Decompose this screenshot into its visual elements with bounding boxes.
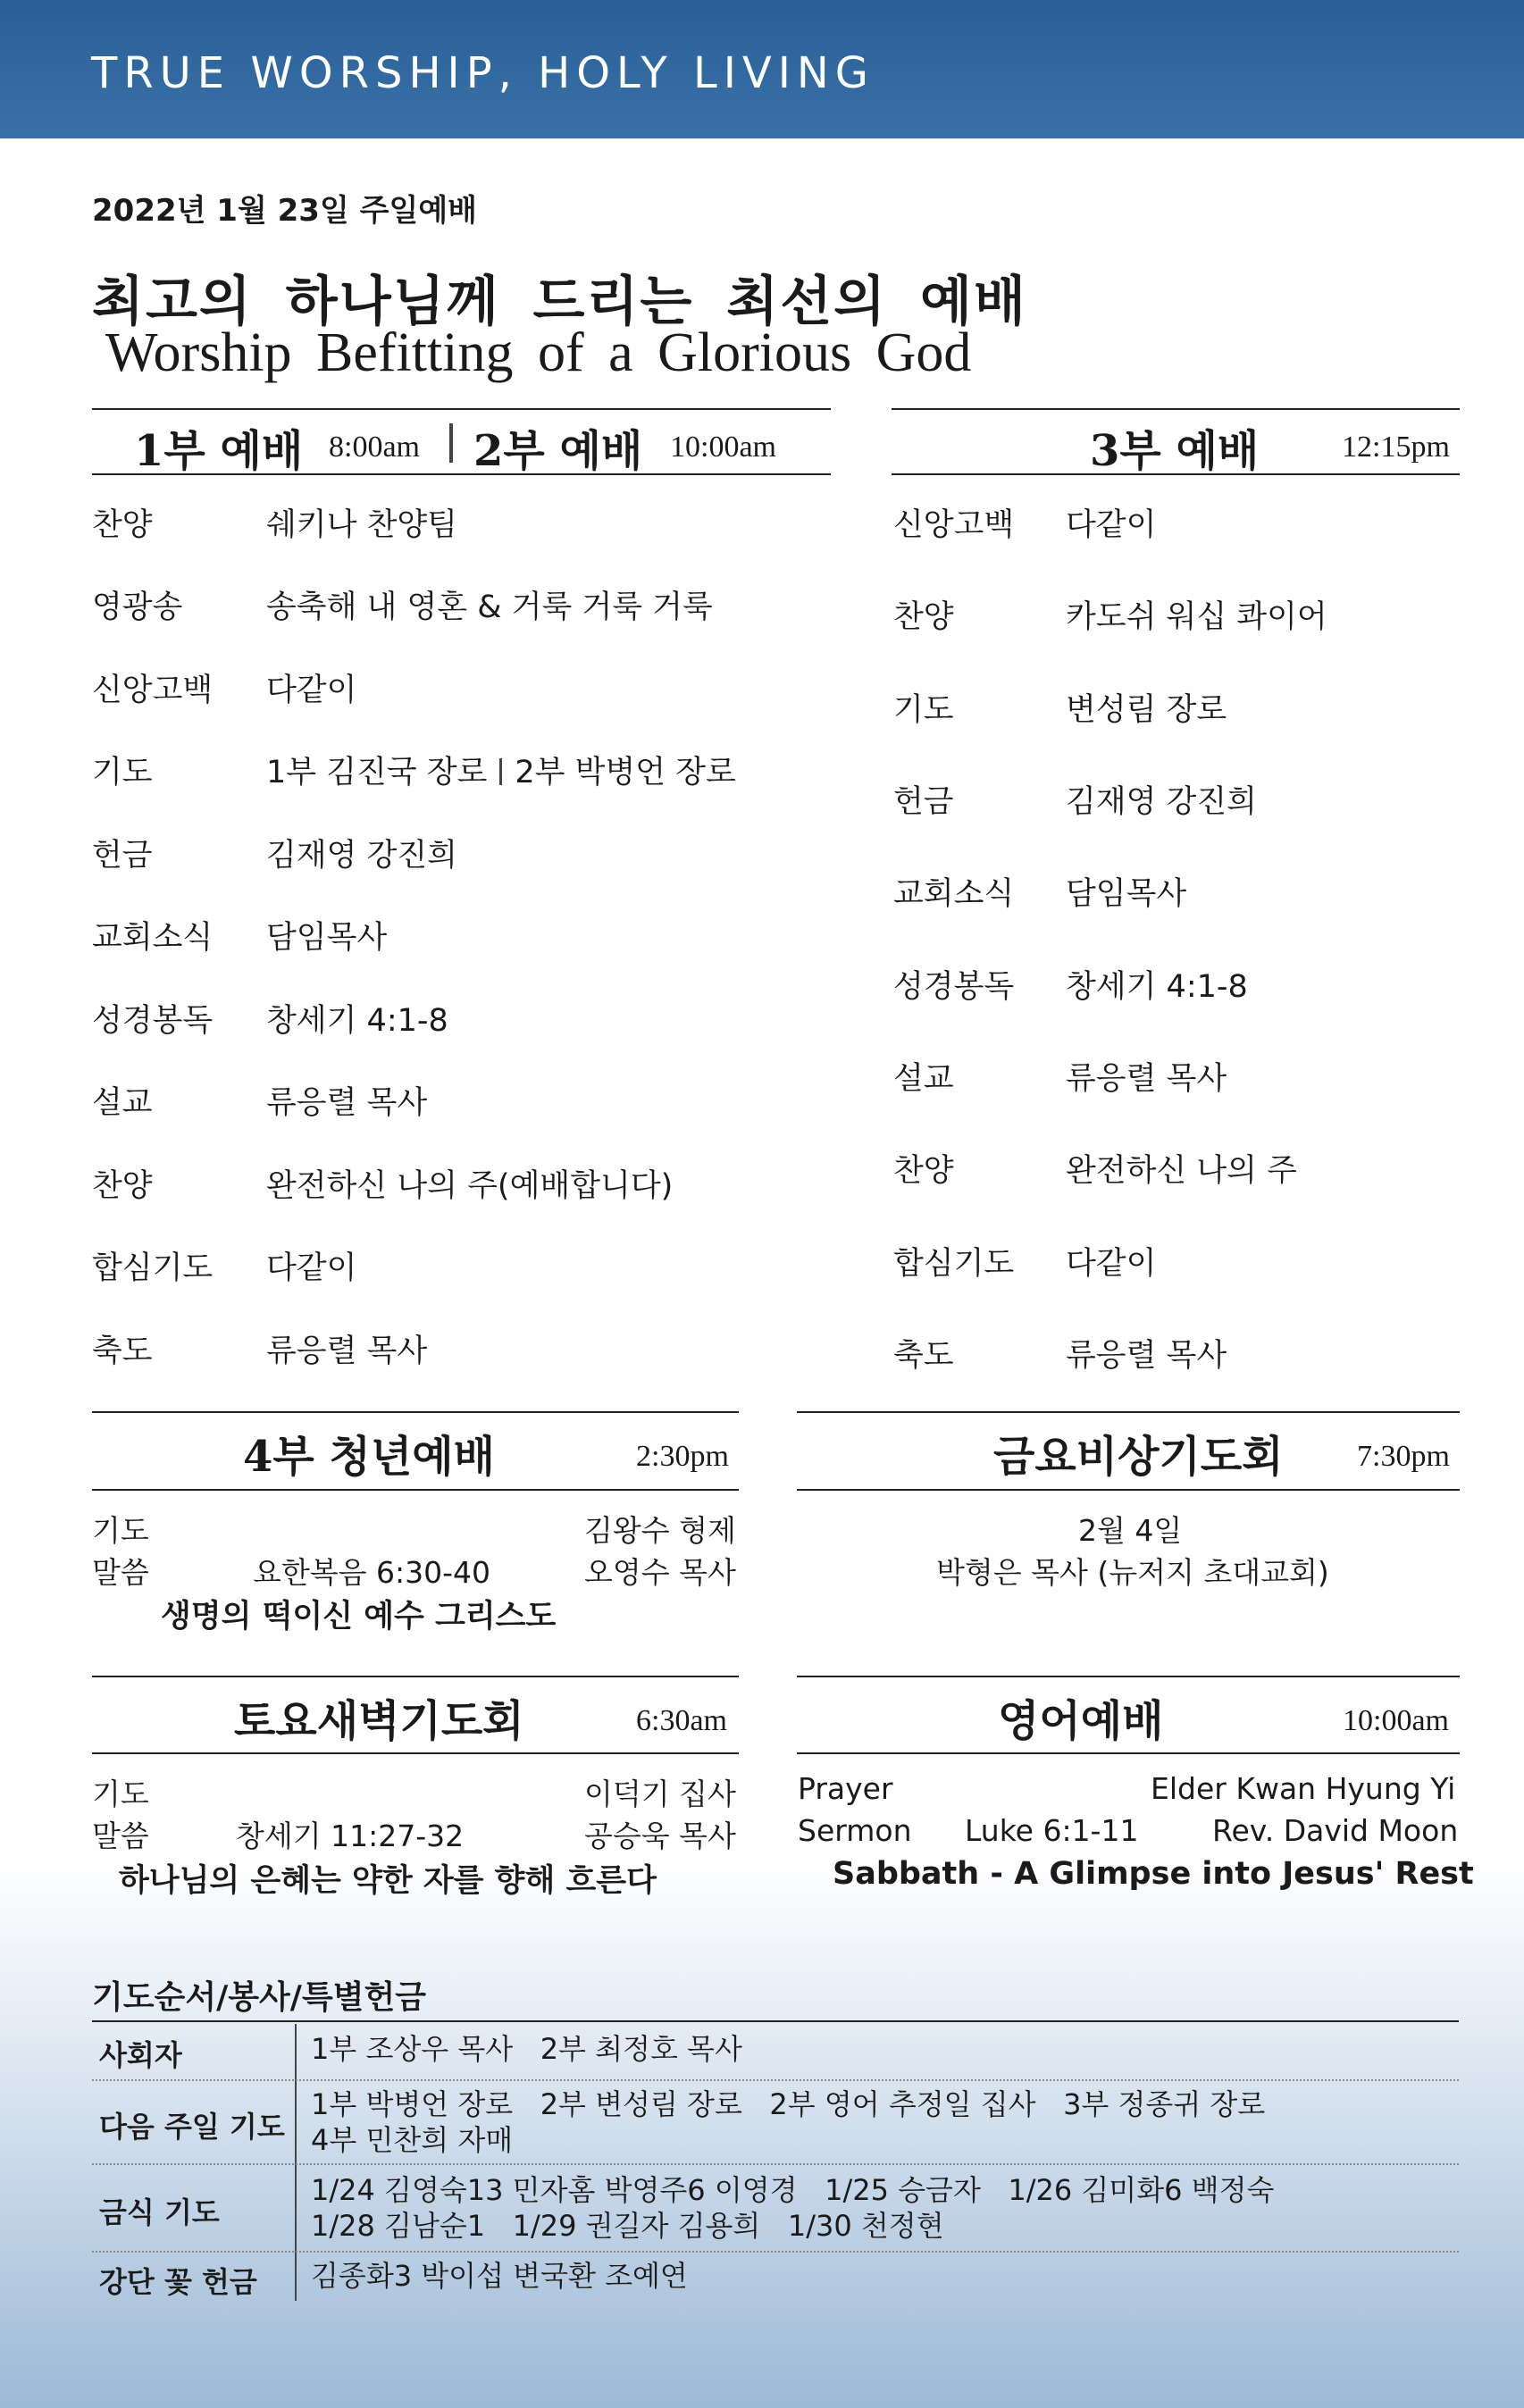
order-value: 류응렬 목사 xyxy=(266,1334,428,1369)
order-label: 찬양 xyxy=(893,599,954,635)
friday-speaker: 박형은 목사 (뉴저지 초대교회) xyxy=(936,1555,1329,1590)
order-label: 합심기도 xyxy=(92,1250,214,1286)
order-section-title: 기도순서/봉사/특별헌금 xyxy=(92,1979,427,2016)
saturday-prayer-heading: 토요새벽기도회 xyxy=(234,1696,524,1746)
row-line: 1부 조상우 목사 2부 최정호 목사 xyxy=(311,2032,742,2066)
order-value: 창세기 4:1-8 xyxy=(266,1003,448,1039)
youth-service-heading: 4부 청년예배 xyxy=(243,1432,495,1482)
prayer-service2: 2부 박병언 장로 xyxy=(515,755,736,790)
table-row xyxy=(92,2081,1459,2165)
order-label: 설교 xyxy=(893,1061,954,1097)
order-value: 다같이 xyxy=(266,673,357,708)
english-service-heading: 영어예배 xyxy=(998,1696,1164,1746)
sermon-title: 하나님의 은혜는 약한 자를 향해 흐른다 xyxy=(119,1863,657,1899)
table-row xyxy=(92,2165,1459,2253)
friday-prayer-heading: 금요비상기도회 xyxy=(993,1432,1284,1482)
order-value: 류응렬 목사 xyxy=(266,1085,428,1121)
order-label: 영광송 xyxy=(92,589,183,625)
row-line: 1부 박병언 장로 2부 변성림 장로 2부 영어 추정일 집사 3부 정종귀 장로 xyxy=(311,2087,1266,2121)
scripture: 창세기 11:27-32 xyxy=(236,1819,465,1853)
preacher: 공승욱 목사 xyxy=(584,1819,736,1853)
service2-heading: 2부 예배 xyxy=(473,426,643,476)
divider xyxy=(92,1489,739,1491)
divider xyxy=(92,1676,739,1677)
divider xyxy=(797,1489,1460,1491)
sermon-title: 생명의 떡이신 예수 그리스도 xyxy=(161,1599,557,1635)
row-line: 1/28 김남순1 1/29 권길자 김용희 1/30 천정현 xyxy=(311,2209,944,2243)
row-value xyxy=(311,2031,742,2067)
order-value: 김재영 강진희 xyxy=(266,838,457,874)
header-banner xyxy=(0,0,1524,138)
service1-time: 8:00am xyxy=(329,431,420,464)
prayer-service1: 1부 김진국 장로 xyxy=(266,755,488,790)
order-value: 변성림 장로 xyxy=(1066,692,1227,728)
order-label: 신앙고백 xyxy=(893,507,1015,543)
divider xyxy=(92,408,831,410)
order-label: 축도 xyxy=(893,1338,954,1374)
order-label: 성경봉독 xyxy=(893,969,1015,1005)
order-label: 찬양 xyxy=(92,507,153,543)
divider xyxy=(797,1411,1460,1413)
sermon-label: 말씀 xyxy=(92,1555,149,1590)
english-service-time: 10:00am xyxy=(1343,1704,1449,1737)
divider xyxy=(797,1752,1460,1754)
divider xyxy=(797,1676,1460,1677)
row-label: 강단 꽃 헌금 xyxy=(99,2265,257,2299)
order-value-prayer xyxy=(266,748,736,792)
service3-heading: 3부 예배 xyxy=(1090,426,1260,476)
order-label: 헌금 xyxy=(92,838,153,874)
prayer-name: 이덕기 집사 xyxy=(584,1777,736,1811)
order-value: 다같이 xyxy=(1066,507,1157,543)
order-label: 성경봉독 xyxy=(92,1003,214,1039)
order-label: 교회소식 xyxy=(893,876,1015,912)
divider xyxy=(892,408,1460,410)
order-label: 신앙고백 xyxy=(92,673,214,708)
friday-date: 2월 4일 xyxy=(1078,1513,1183,1548)
service3-time: 12:15pm xyxy=(1342,431,1450,464)
order-label: 헌금 xyxy=(893,784,954,820)
saturday-prayer-time: 6:30am xyxy=(636,1704,727,1737)
order-value: 카도쉬 워십 콰이어 xyxy=(1066,599,1327,635)
order-value: 류응렬 목사 xyxy=(1066,1338,1227,1374)
sermon-theme-korean: 최고의 하나님께 드리는 최선의 예배 xyxy=(92,271,1027,333)
prayer-name: 김왕수 형제 xyxy=(584,1513,736,1548)
youth-service-time: 2:30pm xyxy=(636,1440,729,1473)
row-line: 김종화3 박이섭 변국환 조예연 xyxy=(311,2259,688,2293)
row-value xyxy=(311,2086,1265,2158)
order-label: 기도 xyxy=(92,755,153,790)
sermon-label: 말씀 xyxy=(92,1819,149,1853)
sermon-title: Sabbath - A Glimpse into Jesus' Rest xyxy=(833,1856,1474,1892)
order-value: 완전하신 나의 주(예배합니다) xyxy=(266,1168,674,1204)
row-label: 다음 주일 기도 xyxy=(99,2110,285,2144)
order-label: 찬양 xyxy=(92,1168,153,1204)
order-value: 다같이 xyxy=(266,1250,357,1286)
order-label: 기도 xyxy=(893,692,954,728)
row-value xyxy=(311,2258,688,2294)
prayer-name: Elder Kwan Hyung Yi xyxy=(1151,1771,1456,1806)
order-value: 담임목사 xyxy=(1066,876,1187,912)
service-date: 2022년 1월 23일 주일예배 xyxy=(92,193,478,229)
order-label: 축도 xyxy=(92,1334,153,1369)
prayer-label: 기도 xyxy=(92,1513,149,1548)
preacher: Rev. David Moon xyxy=(1212,1813,1459,1848)
table-row xyxy=(92,2253,1459,2303)
row-line: 1/24 김영숙13 민자홈 박영주6 이영경 1/25 승금자 1/26 김미화6 백정숙 xyxy=(311,2173,1275,2207)
order-label: 설교 xyxy=(92,1085,153,1121)
order-label: 교회소식 xyxy=(92,920,214,956)
sermon-theme-english: Worship Befitting of a Glorious God xyxy=(105,322,972,383)
heading-separator xyxy=(449,423,453,463)
friday-prayer-time: 7:30pm xyxy=(1357,1440,1450,1473)
header-title: TRUE WORSHIP, HOLY LIVING xyxy=(91,48,875,98)
row-line: 4부 민찬희 자매 xyxy=(311,2123,514,2157)
order-label: 합심기도 xyxy=(893,1246,1015,1282)
scripture: Luke 6:1-11 xyxy=(965,1813,1139,1848)
service1-heading: 1부 예배 xyxy=(134,426,304,476)
order-value: 완전하신 나의 주 xyxy=(1066,1153,1297,1189)
order-value: 류응렬 목사 xyxy=(1066,1061,1227,1097)
order-value: 창세기 4:1-8 xyxy=(1066,969,1248,1005)
service2-time: 10:00am xyxy=(670,431,776,464)
sermon-label: Sermon xyxy=(798,1813,912,1848)
table-row xyxy=(92,2022,1459,2081)
divider xyxy=(92,1411,739,1413)
prayer-label: 기도 xyxy=(92,1777,149,1811)
order-value: 담임목사 xyxy=(266,920,388,956)
row-value xyxy=(311,2172,1274,2244)
order-value: 쉐키나 찬양팀 xyxy=(266,507,457,543)
order-value: 다같이 xyxy=(1066,1246,1157,1282)
row-label: 금식 기도 xyxy=(99,2195,220,2229)
order-value: 김재영 강진희 xyxy=(1066,784,1257,820)
preacher: 오영수 목사 xyxy=(584,1555,736,1590)
prayer-label: Prayer xyxy=(798,1771,893,1806)
inline-separator xyxy=(499,758,502,785)
order-value: 송축해 내 영혼 & 거룩 거룩 거룩 xyxy=(266,589,713,625)
scripture: 요한복음 6:30-40 xyxy=(253,1555,491,1590)
row-label: 사회자 xyxy=(99,2038,182,2072)
divider xyxy=(92,1752,739,1754)
order-label: 찬양 xyxy=(893,1153,954,1189)
